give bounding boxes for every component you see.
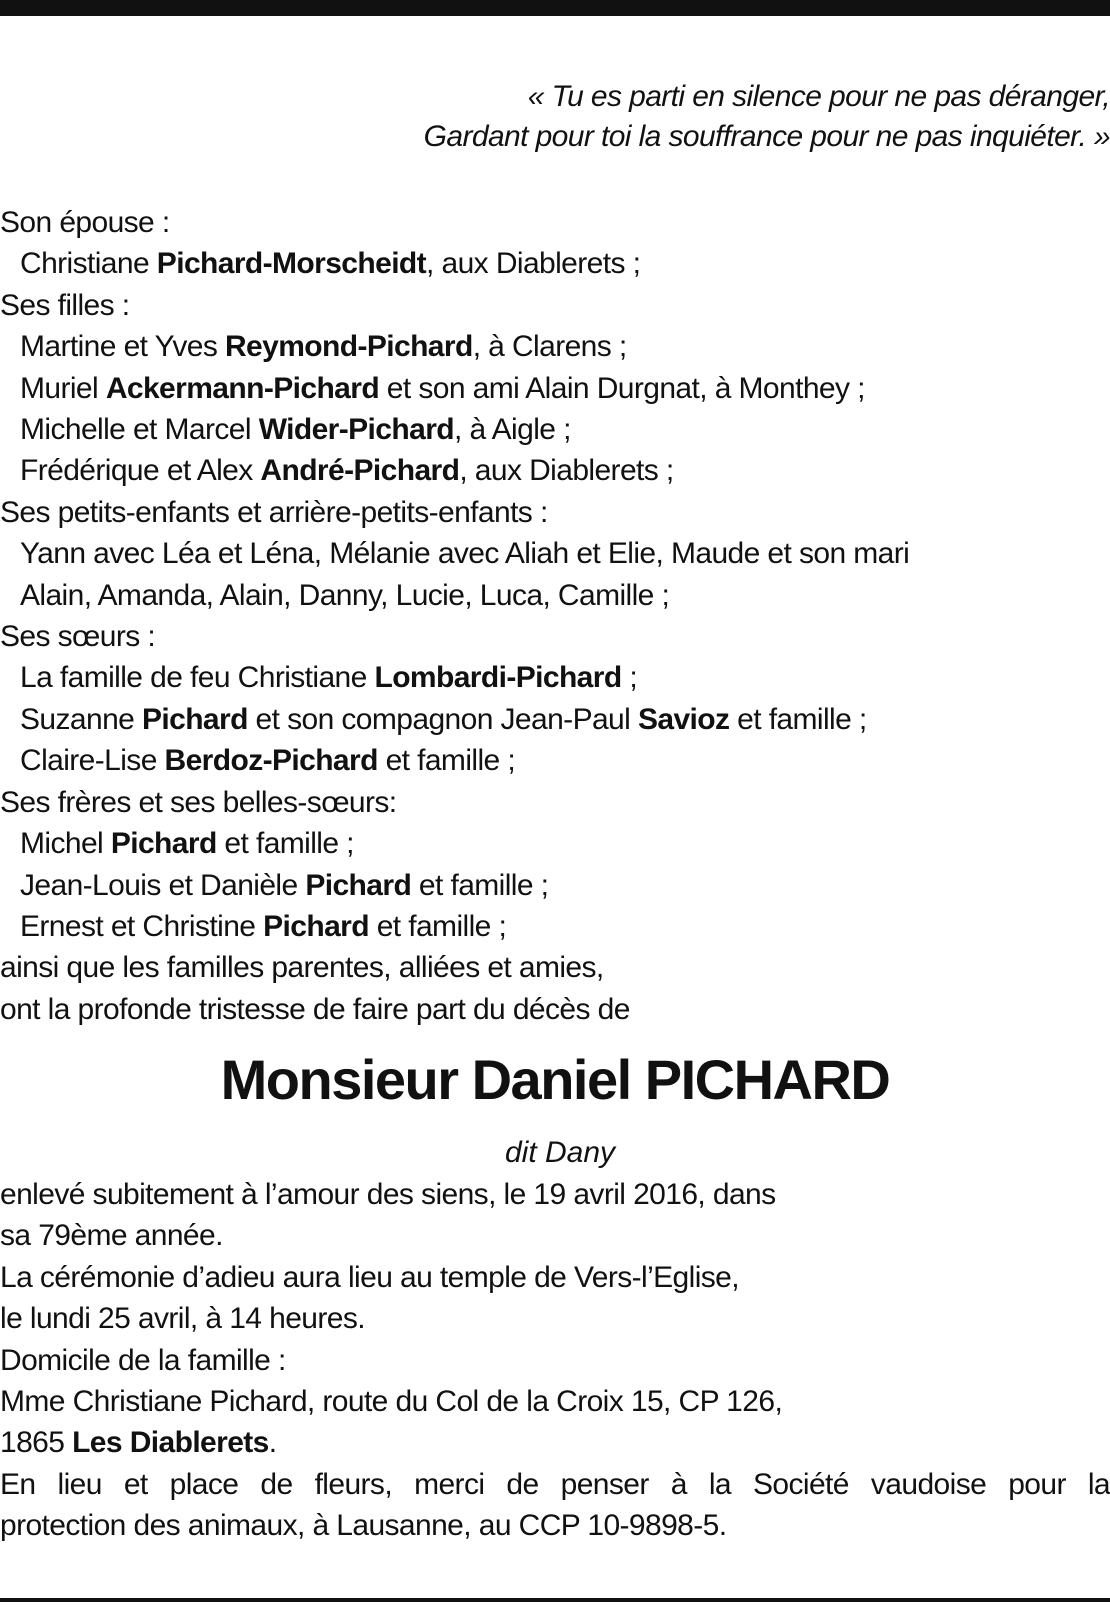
family-line (0, 906, 1100, 947)
surname-bold: Pichard (141, 702, 248, 736)
epigraph-quote (10, 77, 1110, 157)
line-text: , à Clarens ; (472, 330, 627, 364)
line-text: ; (621, 661, 638, 695)
line-text: Ses filles : (0, 288, 130, 322)
line-text: , aux Diablerets ; (459, 454, 674, 488)
family-line (0, 865, 1100, 906)
line-text: et famille ; (411, 868, 549, 902)
family-line (0, 243, 1100, 284)
detail-line (0, 1215, 1110, 1256)
line-text: et son ami Alain Durgnat, à Monthey ; (379, 371, 865, 405)
line-text: Michelle et Marcel (20, 413, 259, 447)
surname-bold: Les Diablerets (72, 1426, 269, 1460)
quote-line-1: « Tu es parti en silence pour ne pas déranger, (527, 80, 1110, 113)
family-line (0, 450, 1100, 491)
line-text: . (268, 1426, 277, 1460)
ceremony-details (0, 1174, 1110, 1547)
family-line (0, 947, 1100, 988)
line-text: le lundi 25 avril, à 14 heures. (0, 1302, 365, 1336)
line-text: Martine et Yves (20, 330, 225, 364)
line-text: Jean-Louis et Danièle (20, 868, 306, 902)
line-text: et famille ; (368, 909, 507, 943)
family-line (0, 823, 1100, 864)
line-text: , aux Diablerets ; (426, 247, 641, 281)
surname-bold: Pichard-Morscheidt (156, 247, 427, 281)
family-line (0, 492, 1100, 533)
family-line (0, 533, 1100, 574)
line-text: Ses petits-enfants et arrière-petits-enfants : (0, 495, 548, 529)
family-line (0, 616, 1100, 657)
line-text: ainsi que les familles parentes, alliées et amies, (0, 951, 604, 985)
family-line (0, 575, 1100, 616)
line-text: Yann avec Léa et Léna, Mélanie avec Aliah et Elie, Maude et son mari (20, 537, 910, 571)
family-line (0, 368, 1100, 409)
family-line (0, 657, 1100, 698)
line-text: Michel (20, 827, 111, 861)
detail-line (0, 1422, 1110, 1463)
line-text: La cérémonie d’adieu aura lieu au temple de Vers-l’Eglise, (0, 1260, 739, 1294)
top-border-rule (0, 0, 1110, 16)
detail-line (0, 1464, 1110, 1505)
family-list (0, 202, 1100, 1030)
line-text: Mme Christiane Pichard, route du Col de la Croix 15, CP 126, (0, 1385, 783, 1419)
family-line (0, 202, 1100, 243)
line-text: et famille ; (216, 827, 354, 861)
detail-line (0, 1298, 1110, 1339)
line-text: Ses frères et ses belles-sœurs: (0, 785, 397, 819)
family-line (0, 782, 1100, 823)
surname-bold: Lombardi-Pichard (374, 661, 622, 695)
bottom-border-rule (0, 1598, 1110, 1602)
line-text: et famille ; (377, 744, 516, 778)
surname-bold: Berdoz-Pichard (164, 744, 378, 778)
detail-line (0, 1174, 1110, 1215)
line-text: Frédérique et Alex (20, 454, 261, 488)
surname-bold: Savioz (637, 702, 730, 736)
line-text: ont la profonde tristesse de faire part du décès de (0, 992, 630, 1026)
detail-line (0, 1505, 1110, 1546)
surname-bold: Pichard (305, 868, 412, 902)
deceased-name: Monsieur Daniel PICHARD (220, 1048, 890, 1111)
family-line (0, 740, 1100, 781)
family-line (0, 409, 1100, 450)
family-line (0, 285, 1100, 326)
line-text: Ernest et Christine (20, 909, 264, 943)
surname-bold: Ackermann-Pichard (105, 371, 380, 405)
line-text: Christiane (20, 247, 157, 281)
line-text: enlevé subitement à l’amour des siens, le 19 avril 2016, dans (0, 1178, 776, 1211)
line-text: Muriel (20, 371, 106, 405)
line-text: Alain, Amanda, Alain, Danny, Lucie, Luca, Camille ; (20, 578, 670, 612)
line-text: Ses sœurs : (0, 620, 156, 654)
surname-bold: Wider-Pichard (258, 413, 454, 447)
detail-line (0, 1381, 1110, 1422)
detail-line (0, 1340, 1110, 1381)
line-text: Claire-Lise (20, 744, 165, 778)
family-line (0, 989, 1100, 1030)
line-text: Domicile de la famille : (0, 1343, 286, 1377)
line-text: et son compagnon Jean-Paul (247, 702, 638, 736)
line-text: et famille ; (729, 702, 867, 736)
family-line (0, 326, 1100, 367)
surname-bold: Pichard (110, 827, 217, 861)
detail-line (0, 1257, 1110, 1298)
surname-bold: Pichard (263, 909, 369, 943)
line-text: En lieu et place de fleurs, merci de penser à la Société vaudoise pour la (0, 1467, 1110, 1501)
quote-line-2: Gardant pour toi la souffrance pour ne pas inquiéter. » (423, 120, 1110, 153)
surname-bold: André-Pichard (260, 454, 460, 488)
line-text: , à Aigle ; (454, 413, 571, 447)
line-text: La famille de feu Christiane (20, 661, 375, 695)
deceased-alias: dit Dany (504, 1136, 616, 1169)
line-text: Suzanne (20, 702, 142, 736)
surname-bold: Reymond-Pichard (224, 330, 473, 364)
line-text: 1865 (0, 1426, 73, 1460)
family-line (0, 699, 1100, 740)
line-text: protection des animaux, à Lausanne, au CCP 10-9898-5. (0, 1509, 727, 1543)
line-text: Son épouse : (0, 206, 170, 239)
line-text: sa 79ème année. (0, 1219, 223, 1253)
